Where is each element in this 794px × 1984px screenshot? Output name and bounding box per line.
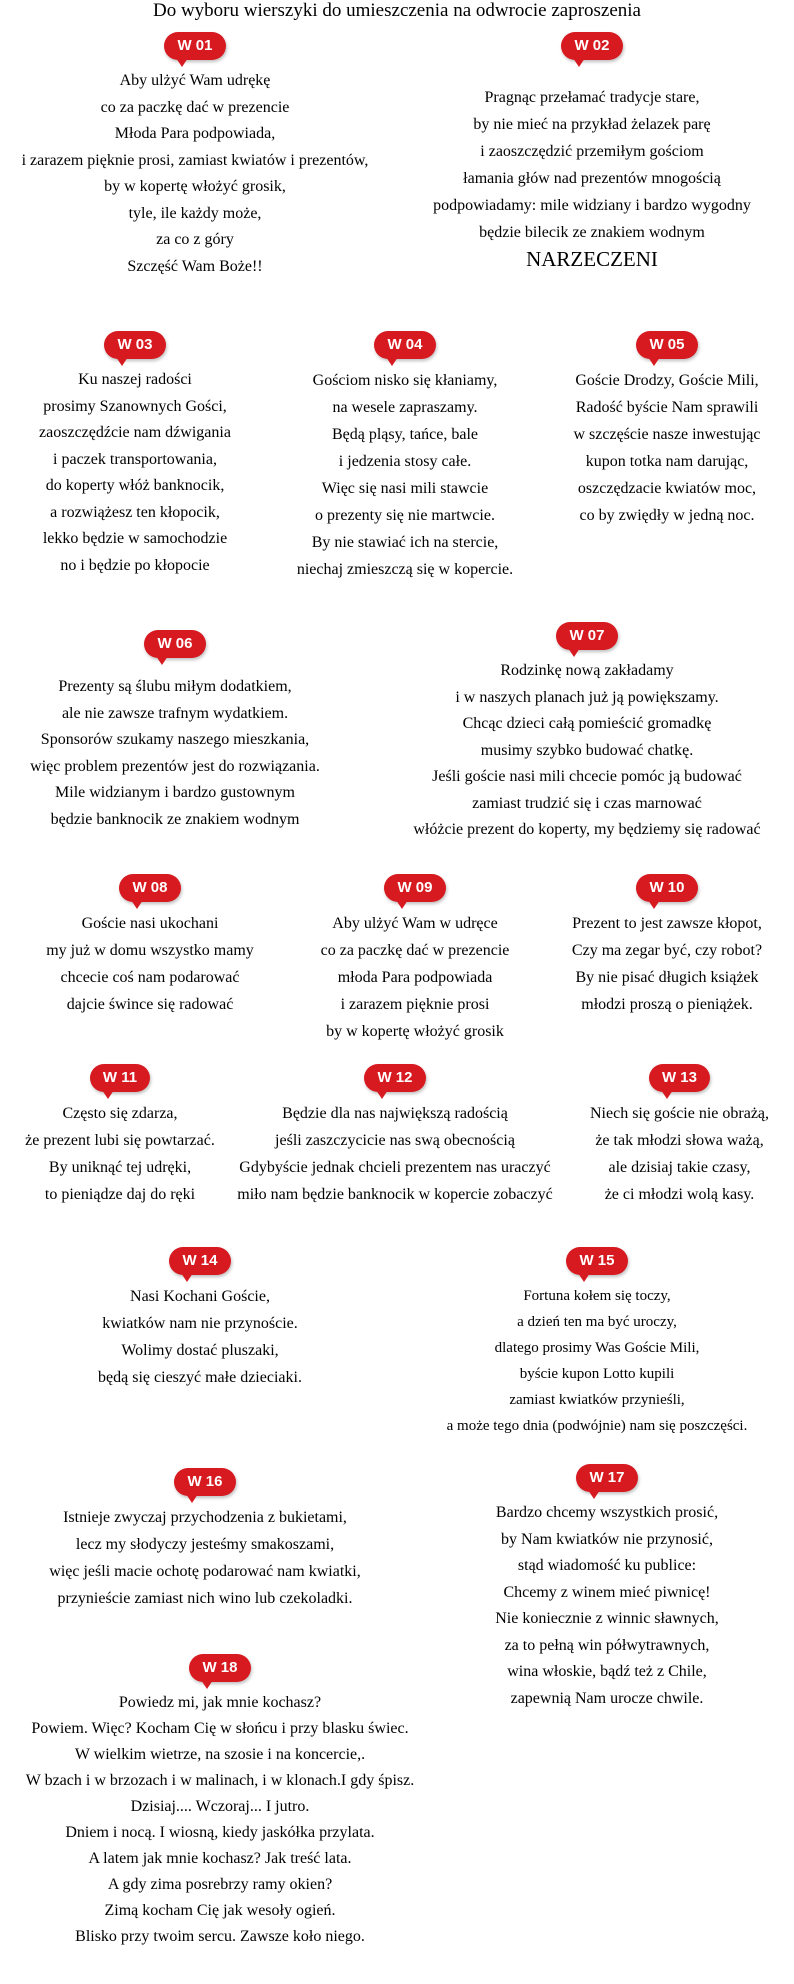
poem-line: stąd wiadomość ku publice: [517, 1557, 697, 1574]
poem-w18 [0, 1654, 440, 1950]
poem-number-badge: W 02 [561, 32, 622, 60]
poem-line: wina włoskie, bądź też z Chile, [507, 1663, 707, 1680]
poem-line: Goście Drodzy, Goście Mili, [575, 372, 759, 389]
poem-line: no i będzie po kłopocie [60, 556, 210, 574]
poem-line: i zaoszczędzić przemiłym gościom [480, 143, 704, 160]
poem-text [0, 367, 270, 579]
poem-line: By nie pisać długich książek [575, 969, 759, 986]
poem-w07 [380, 622, 794, 844]
poem-line: włóżcie prezent do koperty, my będziemy się radować [413, 821, 761, 838]
poem-line: młoda Para podpowiada [337, 969, 493, 986]
poem-line: Chcemy z winem mieć piwnicę! [503, 1583, 711, 1601]
poem-line: Będzie dla nas największą radością [282, 1105, 508, 1122]
poem-line: zaoszczędźcie nam dźwigania [39, 424, 231, 441]
poem-line: zapewnią Nam urocze chwile. [510, 1689, 704, 1707]
poem-number-badge: W 10 [636, 874, 697, 902]
poem-text [400, 1283, 794, 1439]
poem-line: A latem jak mnie kochasz? Jak treść lata. [88, 1850, 352, 1867]
poem-line: Dniem i nocą. I wiosną, kiedy jaskółka przylata. [65, 1824, 375, 1841]
poem-line: kupon totka nam darując, [585, 453, 749, 470]
poem-text [280, 910, 550, 1045]
poem-text [380, 658, 794, 844]
poem-line: By nie stawiać ich na stercie, [311, 534, 499, 551]
poem-text [225, 1100, 565, 1208]
poem-line: tyle, ile każdy może, [128, 204, 262, 222]
poem-line: Fortuna kołem się toczy, [523, 1288, 671, 1304]
poem-line: by w kopertę włożyć grosik [326, 1023, 504, 1040]
poem-line: niechaj zmieszczą się w kopercie. [296, 561, 514, 578]
poem-w17 [420, 1464, 794, 1712]
poem-line: i w naszych planach już ją powiększamy. [455, 688, 719, 706]
poem-line: Gościom nisko się kłaniamy, [312, 372, 498, 389]
poem-line: co za paczkę dać w prezencie [320, 942, 510, 959]
poem-line: Aby ulżyć Wam w udręce [332, 915, 498, 932]
poem-line: byście kupon Lotto kupili [519, 1366, 675, 1382]
poem-line: Mile widzianym i bardzo gustownym [55, 784, 295, 801]
poem-line: Dzisiaj.... Wczoraj... I jutro. [130, 1798, 310, 1815]
poem-w10 [540, 874, 794, 1018]
poem-w15 [400, 1247, 794, 1439]
poem-line: Nie koniecznie z winnic sławnych, [495, 1610, 719, 1627]
poem-text [390, 84, 794, 273]
poem-number-badge: W 17 [576, 1464, 637, 1492]
poem-line: za co z góry [156, 231, 234, 248]
poem-w08 [0, 874, 300, 1018]
poem-line: młodzi proszą o pieniążek. [581, 996, 753, 1013]
poem-line: Pragnąc przełamać tradycje stare, [484, 89, 700, 106]
poem-line: Ku naszej radości [78, 371, 192, 388]
poem-line: musimy szybko budować chatkę. [480, 741, 694, 759]
poem-number-badge: W 05 [636, 331, 697, 359]
poem-line: Gdybyście jednak chcieli prezentem nas uraczyć [239, 1159, 551, 1176]
poem-line: Czy ma zegar być, czy robot? [571, 942, 763, 959]
poem-line: Powiedz mi, jak mnie kochasz? [118, 1694, 322, 1711]
poem-line: Wolimy dostać pluszaki, [121, 1342, 279, 1359]
poem-line: Szczęść Wam Boże!! [127, 257, 263, 275]
poem-line: zamiast trudzić się i czas marnować [472, 794, 702, 812]
poem-text [0, 1504, 410, 1612]
poem-line: i zarazem pięknie prosi [340, 996, 490, 1013]
poem-line: zamiast kwiatków przynieśli, [509, 1392, 685, 1408]
poem-text [0, 68, 390, 280]
poem-line: i zarazem pięknie prosi, zamiast kwiatów i prezentów, [21, 151, 369, 169]
poem-line: prosimy Szanownych Gości, [43, 397, 227, 415]
poem-number-badge: W 14 [169, 1247, 230, 1275]
poem-line: Blisko przy twoim sercu. Zawsze koło niego. [75, 1928, 365, 1945]
poem-number-badge: W 04 [374, 331, 435, 359]
poem-line: Prezent to jest zawsze kłopot, [572, 915, 762, 932]
poem-number-badge: W 03 [104, 331, 165, 359]
poem-line: o prezenty się nie martwcie. [315, 507, 495, 524]
poem-line: W bzach i w brzozach i w malinach, i w klonach.I gdy śpisz. [25, 1772, 415, 1789]
poem-number-badge: W 16 [174, 1468, 235, 1496]
poem-line: Będą pląsy, tańce, bale [331, 426, 478, 443]
poem-line: oszczędzacie kwiatów moc, [577, 480, 757, 497]
poem-line: by w kopertę włożyć grosik, [104, 178, 286, 195]
poem-line: Zimą kocham Cię jak wesoły ogień. [104, 1902, 336, 1919]
poem-line: Niech się goście nie obrażą, [589, 1105, 770, 1122]
poem-line: będzie banknocik ze znakiem wodnym [50, 810, 300, 828]
poem-line: Radość byście Nam sprawili [575, 399, 759, 416]
poem-line: Nasi Kochani Goście, [130, 1288, 270, 1305]
poem-number-badge: W 13 [649, 1064, 710, 1092]
poem-line: by nie mieć na przykład żelazek parę [473, 116, 711, 133]
poem-number-badge: W 06 [144, 630, 205, 658]
poem-line: łamania głów nad prezentów mnogością [463, 170, 721, 187]
poem-line: miło nam będzie banknocik w kopercie zobaczyć [237, 1186, 553, 1203]
poem-line: a dzień ten ma być uroczy, [517, 1314, 677, 1330]
poem-line: my już w domu wszystko mamy [46, 942, 254, 959]
poem-line: co za paczkę dać w prezencie [100, 98, 290, 116]
poem-line: co by zwiędły w jedną noc. [579, 507, 755, 524]
poem-line: podpowiadamy: mile widziany i bardzo wygodny [433, 197, 751, 214]
poem-line: Więc się nasi mili stawcie [321, 480, 489, 497]
poem-line: że ci młodzi wolą kasy. [604, 1186, 755, 1203]
poem-line: i jedzenia stosy całe. [338, 453, 472, 470]
poem-line: NARZECZENI [526, 247, 658, 271]
poem-line: Istnieje zwyczaj przychodzenia z bukietami, [63, 1509, 347, 1526]
poem-line: chcecie coś nam podarować [60, 969, 240, 986]
poem-line: Młoda Para podpowiada, [114, 125, 276, 142]
poem-line: Sponsorów szukamy naszego mieszkania, [40, 731, 310, 748]
poem-w11 [0, 1064, 240, 1208]
poem-text [270, 367, 540, 583]
poem-text [565, 1100, 794, 1208]
poem-line: do koperty włóż banknocik, [45, 477, 225, 494]
poem-line: A gdy zima posrebrzy ramy okien? [107, 1876, 333, 1893]
poem-number-badge: W 01 [164, 32, 225, 60]
poem-text [0, 1100, 240, 1208]
poem-line: że tak młodzi słowa ważą, [595, 1132, 764, 1149]
poem-number-badge: W 15 [566, 1247, 627, 1275]
poem-text [540, 910, 794, 1018]
poem-w06 [0, 630, 350, 833]
poem-line: to pieniądze daj do ręki [44, 1186, 196, 1203]
poem-line: Aby ulżyć Wam udrękę [119, 72, 271, 89]
poem-line: a rozwiążesz ten kłopocik, [50, 503, 220, 521]
poem-line: będzie bilecik ze znakiem wodnym [479, 224, 705, 241]
poem-line: W wielkim wietrze, na szosie i na koncercie,. [74, 1746, 366, 1763]
poem-w01 [0, 32, 390, 280]
poem-line: za to pełną win półwytrawnych, [504, 1636, 710, 1654]
page-title: Do wyboru wierszyki do umieszczenia na odwrocie zaproszenia [152, 0, 641, 21]
poem-text [0, 1283, 400, 1391]
poem-line: Bardzo chcemy wszystkich prosić, [495, 1504, 719, 1521]
poem-line: lecz my słodyczy jesteśmy smakoszami, [75, 1536, 335, 1553]
poem-line: więc jeśli macie ochotę podarować nam kwiatki, [49, 1563, 361, 1580]
poem-line: Rodzinkę nową zakładamy [500, 662, 674, 679]
poem-w03 [0, 331, 270, 579]
poem-line: na wesele zapraszamy. [332, 399, 478, 416]
poem-number-badge: W 08 [119, 874, 180, 902]
poem-line: Goście nasi ukochani [81, 915, 219, 932]
poem-number-badge: W 11 [90, 1064, 150, 1092]
poem-line: By uniknąć tej udręki, [48, 1159, 192, 1176]
poem-line: Często się zdarza, [62, 1105, 178, 1122]
poem-w16 [0, 1468, 410, 1612]
poem-line: Chcąc dzieci całą pomieścić gromadkę [462, 715, 712, 732]
poem-line: ale dzisiaj takie czasy, [608, 1159, 751, 1176]
poem-line: a może tego dnia (podwójnie) nam się poszczęści. [446, 1418, 748, 1434]
poem-line: przynieście zamiast nich wino lub czekoladki. [57, 1590, 353, 1607]
poem-number-badge: W 07 [556, 622, 617, 650]
poem-line: lekko będzie w samochodzie [42, 530, 228, 547]
poem-line: ale nie zawsze trafnym wydatkiem. [61, 704, 289, 722]
poem-line: Jeśli goście nasi mili chcecie pomóc ją budować [432, 768, 742, 785]
poem-line: dlatego prosimy Was Goście Mili, [494, 1340, 700, 1356]
poem-number-badge: W 18 [189, 1654, 250, 1682]
poem-text [540, 367, 794, 529]
poem-text [0, 1690, 440, 1950]
poem-number-badge: W 09 [384, 874, 445, 902]
poem-line: jeśli zaszczycicie nas swą obecnością [275, 1132, 515, 1149]
poem-w14 [0, 1247, 400, 1391]
poem-w12 [225, 1064, 565, 1208]
poem-line: że prezent lubi się powtarzać. [25, 1132, 215, 1149]
poem-line: i paczek transportowania, [53, 450, 217, 468]
poem-line: więc problem prezentów jest do rozwiązania. [30, 757, 320, 775]
poem-text [0, 674, 350, 833]
poem-line: kwiatków nam nie przynoście. [102, 1315, 298, 1332]
poem-line: będą się cieszyć małe dzieciaki. [98, 1369, 302, 1386]
poem-line: Prezenty są ślubu miłym dodatkiem, [58, 678, 292, 695]
poem-w04 [270, 331, 540, 583]
poem-w09 [280, 874, 550, 1045]
poem-line: dajcie śwince się radować [66, 996, 234, 1013]
poem-line: by Nam kwiatków nie przynosić, [501, 1530, 713, 1548]
poem-w05 [540, 331, 794, 529]
poem-w13 [565, 1064, 794, 1208]
poem-text [420, 1500, 794, 1712]
poem-line: Powiem. Więc? Kocham Cię w słońcu i przy blasku świec. [31, 1720, 409, 1737]
poem-number-badge: W 12 [364, 1064, 425, 1092]
poem-line: w szczęście nasze inwestując [573, 426, 761, 443]
poem-w02 [390, 32, 794, 273]
poem-text [0, 910, 300, 1018]
